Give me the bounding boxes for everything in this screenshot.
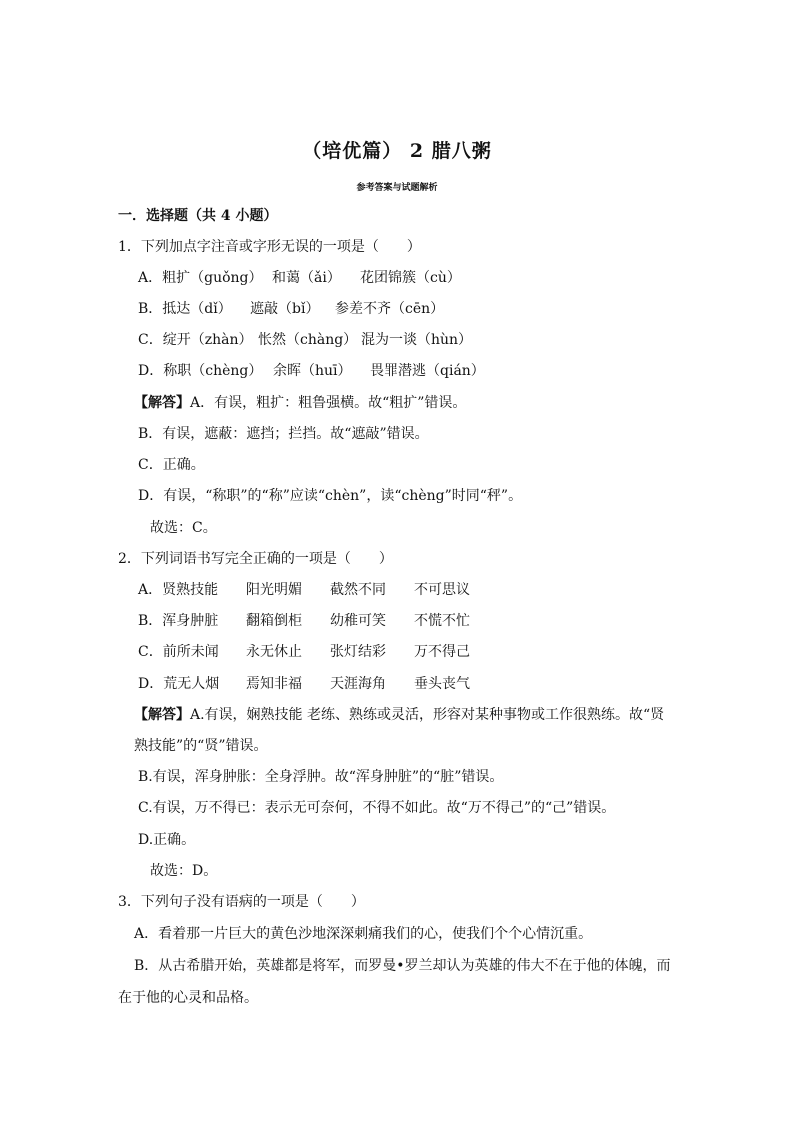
answer-text: A.有误，娴熟技能 老练、熟练或灵活，形容对某种事物或工作很熟练。故“贤 xyxy=(190,707,665,723)
option-text: 畏罪潜逃（qián） xyxy=(370,363,485,379)
option-text: 余晖（huī） xyxy=(273,363,352,379)
option-text: 怅然（chàng） xyxy=(258,332,358,348)
answer-line: 熟技能”的“贤”错误。 xyxy=(134,738,268,754)
option-text: 张灯结彩 xyxy=(330,644,386,660)
question-2-answer xyxy=(134,705,664,725)
answer-choice: 故选：C。 xyxy=(150,520,217,536)
option-text: D．称职（chèng） xyxy=(138,363,263,379)
option-text: A．贤熟技能 xyxy=(138,582,219,598)
option-text: 参差不齐（cēn） xyxy=(335,301,445,317)
option-text: B．浑身肿脏 xyxy=(138,613,219,629)
answer-line: C．正确。 xyxy=(138,457,205,473)
option-text: B．抵达（dǐ） xyxy=(138,301,232,317)
option-text: 不慌不忙 xyxy=(414,613,470,629)
question-1-answer xyxy=(134,393,466,413)
option-text: 垂头丧气 xyxy=(414,676,470,692)
option-text: 天涯海角 xyxy=(330,676,386,692)
answer-line: D.正确。 xyxy=(138,832,196,848)
question-2-stem: 2．下列词语书写完全正确的一项是（ ） xyxy=(118,551,393,567)
option-text: 幼稚可笑 xyxy=(330,613,386,629)
option-text: C．前所未闻 xyxy=(138,644,219,660)
answer-tag: 【解答】 xyxy=(134,395,190,411)
option-text: 万不得己 xyxy=(414,644,470,660)
question-3-option-b: B．从古希腊开始，英雄都是将军，而罗曼•罗兰却认为英雄的伟大不在于他的体魄，而 xyxy=(134,958,671,974)
answer-line: B．有误，遮蔽：遮挡；拦挡。故“遮敲”错误。 xyxy=(138,426,429,442)
answer-line: C.有误，万不得已：表示无可奈何，不得不如此。故“万不得己”的“己”错误。 xyxy=(138,800,616,816)
answer-line: B.有误，浑身肿胀：全身浮肿。故“浑身肿脏”的“脏”错误。 xyxy=(138,769,504,785)
question-3-stem: 3．下列句子没有语病的一项是（ ） xyxy=(118,894,365,910)
answer-line: D．有误，“称职”的“称”应读“chèn”，读“chèng”时同“秤”。 xyxy=(138,488,523,504)
page-subtitle: 参考答案与试题解析 xyxy=(356,183,438,193)
option-text: 翻箱倒柜 xyxy=(246,613,302,629)
option-text: 花团锦簇（cù） xyxy=(360,270,461,286)
question-3-option-a: A．看着那一片巨大的黄色沙地深深刺痛我们的心，使我们个个心情沉重。 xyxy=(134,926,593,942)
option-text: 阳光明媚 xyxy=(246,582,302,598)
section-heading: 一．选择题（共 4 小题） xyxy=(118,208,278,224)
option-text: 截然不同 xyxy=(330,582,386,598)
option-text: 永无休止 xyxy=(246,644,302,660)
answer-tag: 【解答】 xyxy=(134,707,190,723)
option-text: C．绽开（zhàn） xyxy=(138,332,253,348)
option-text: D．荒无人烟 xyxy=(138,676,220,692)
option-text: 混为一谈（hùn） xyxy=(361,332,473,348)
option-text: 焉知非福 xyxy=(246,676,302,692)
question-3-option-b-cont: 在于他的心灵和品格。 xyxy=(118,990,258,1006)
option-text: A．粗扩（guǒng） xyxy=(138,270,263,286)
answer-choice: 故选：D。 xyxy=(150,863,218,879)
question-1-stem: 1．下列加点字注音或字形无误的一项是（ ） xyxy=(118,239,421,255)
answer-text: A．有误，粗扩：粗鲁强横。故“粗扩”错误。 xyxy=(190,395,467,411)
option-text: 遮敲（bǐ） xyxy=(250,301,320,317)
page-title: （培优篇） 2 腊八粥 xyxy=(302,140,492,162)
option-text: 和蔼（ǎi） xyxy=(272,270,341,286)
option-text: 不可思议 xyxy=(414,582,470,598)
